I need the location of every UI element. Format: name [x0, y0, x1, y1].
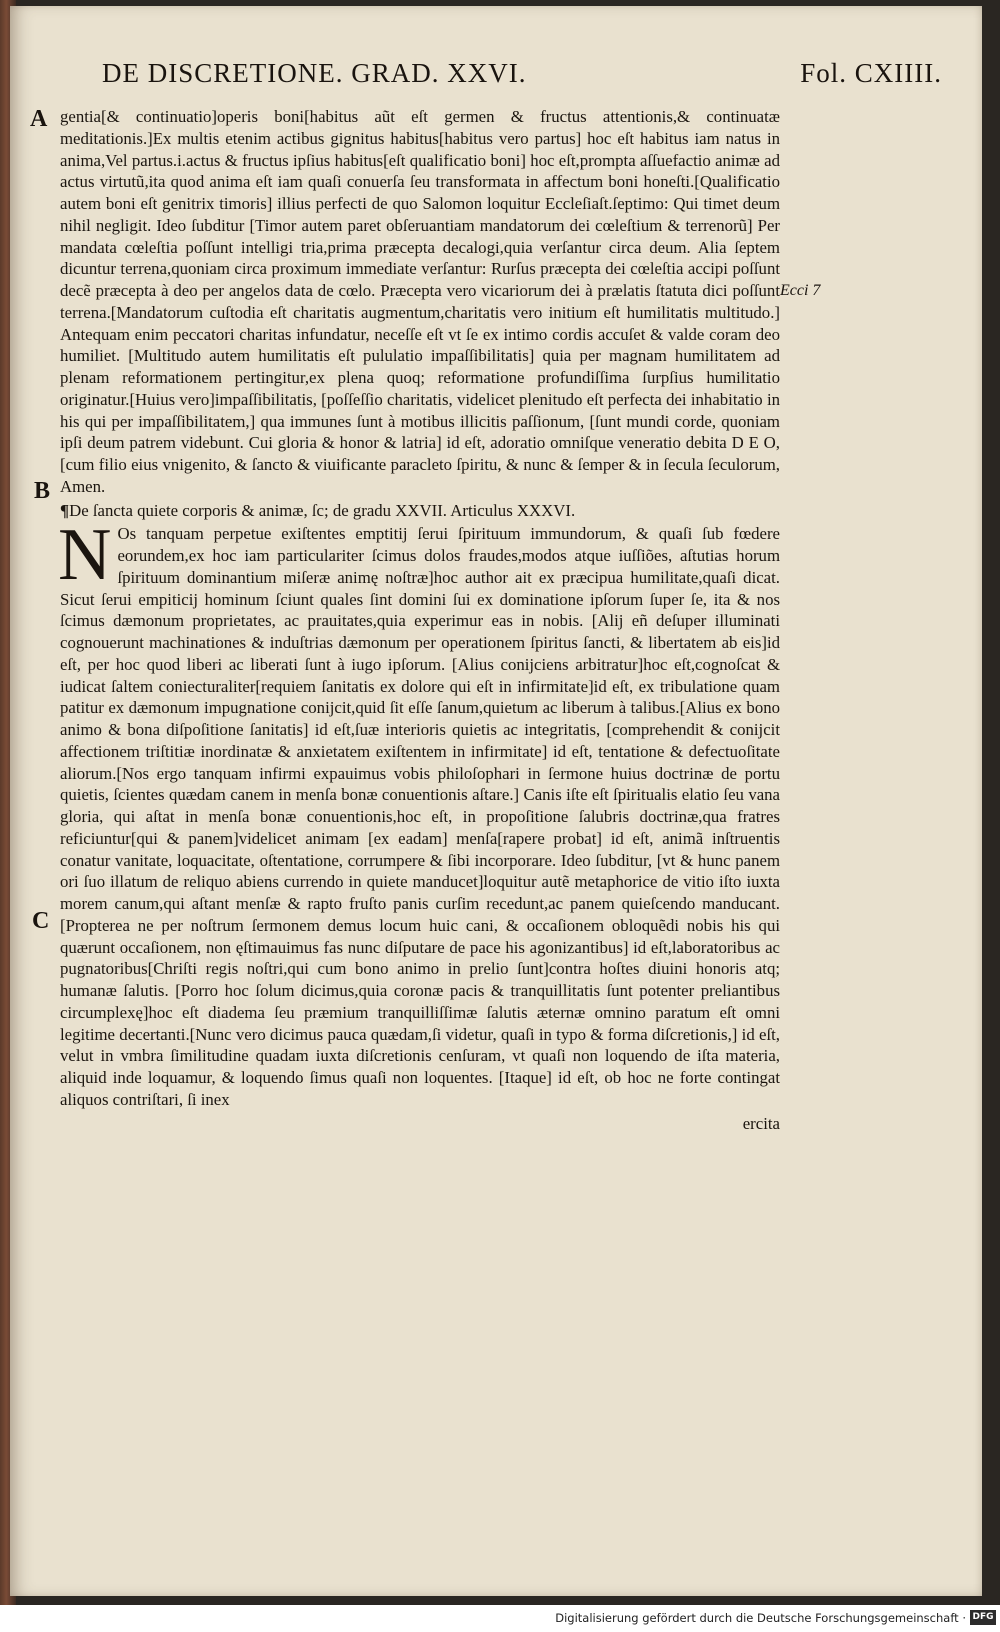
footer-band: [0, 1605, 1000, 1632]
margin-marker-c: C: [32, 908, 50, 934]
running-head: [102, 58, 952, 94]
pilcrow-mark: ¶: [60, 500, 70, 520]
paragraph-continuation: gentia[& continuatio]operis boni[habitus aũt eſt germen & fructus attentionis,& continuatæ meditationis.]Ex multis etenim actibus gignitus habitus[habitus vero partus] hoc eſt habitus iam natus in anima,Vel partus.i.actus & fructus ipſius habitus[eſt qualificatio boni] hoc eſt,prompta aſſuefactio animæ ad actus virtutũ,ita quod anima eſt iam quaſi conuerſa ſeu transformata in affectum boni honeſti.[Qualificatio autem boni eſt genitrix timoris] illius perfecti de quo Salomon loquitur Eccleſiaſt.ſeptimo: Qui timet deum nihil negligit. Ideo ſubditur [Timor autem paret obſeruantiam mandatorum dei cœleſtium & terrenorũ] Per mandata cœleſtia poſſunt intelligi tria,prima præcepta decalogi,quia verſantur circa deum. Alia ſeptem dicuntur terrena,quoniam circa proximum immediate verſantur: Rurſus præcepta dei cœleſtia accipi poſſunt decẽ præcepta à deo per angelos data de cœlo. Præcepta vero vicariorum dei à prælatis ſtatuta dici poſſunt terrena.[Mandatorum cuſtodia eſt charitatis augmentum,charitatis vero initium eſt humilitatis multitudo.] Antequam enim peccatori charitas infundatur, neceſſe eſt vt ſe ex intimo cordis accuſet & valde coram deo humiliet. [Multitudo autem humilitatis eſt pululatio impaſſibilitatis] quia per magnam humilitatem ad plenam reformationem pertingitur,ex plena quoq; reformatione profundiſſima ſurpſius humilitatio originatur.[Huius vero]impaſſibilitatis, [poſſeſſio charitatis, videlicet plenitudo eſt perfecta dei inhabitatio in his qui per impaſſibilitatem,] qua immunes ſunt à motibus illicitis paſſionum, [ſunt mundi corde, quoniam ipſi deum patrem videbunt. Cui gloria & honor & latria] id eſt, adoratio omniſque veneratio debita D E O, [cum filio eius vnigenito, & ſancto & viuificante paracleto ſpiritu, & nunc & ſemper & in ſecula ſeculorum, Amen.: [60, 107, 780, 496]
paragraph-article: [58, 514, 780, 1110]
book-page: [10, 6, 982, 1596]
funding-credit: Digitalisierung gefördert durch die Deutsche Forschungsgemeinschaft ·: [555, 1611, 966, 1625]
catchword-line: [60, 1113, 780, 1135]
section-heading: [60, 500, 780, 522]
margin-marker-b: B: [34, 478, 51, 504]
drop-capital: N: [58, 514, 112, 597]
margin-note-citation: Ecci 7: [780, 282, 821, 299]
dfg-logo: DFG: [970, 1610, 996, 1625]
section-heading-text: De ſancta quiete corporis & animæ, ſc; de gradu XXVII. Articulus XXXVI.: [69, 500, 576, 520]
folio-number: Fol. CXIIII.: [800, 58, 942, 88]
article-text: Os tanquam perpetue exiſtentes emptitij ſerui ſpirituum immundorum, & quaſi ſub fœdere eorundem,ex hoc iam particulariter ſcimus dolos fraudes,modos atque iuſſiões, aſtutias horum ſpirituum dominantium miſeræ animę noſtræ]hoc author ait ex præcipua humilitate,quaſi dicat. Sicut ſerui empiticij hominum ſciunt quales ſint domini ſui ex dominatione ipſorum ſuper ſe, ita & nos ſcimus dæmonum proprietates, ac prauitates,quia experimur eas in nobis. [Alij eñ deſuper illuminati cognouerunt machinationes & induſtrias dæmonum per operationem ſpiritus ſancti, & libertatem ab eis]id eſt, per hoc quod liberi ac liberati ſunt à iugo ipſorum. [Alius conijciens arbitratur]hoc eſt,cognoſcat & iudicat ſaltem coniecturaliter[requiem ſanitatis ex dolore qui eſt in infirmitate]id eſt, ex tribulatione quam patitur ex dæmonum impugnatione conijcit,quid ſit eſſe ſanum,quietum ac liberum à talibus.[Alius ex bono animo & bona diſpoſitione ſanitatis] id eſt,ſuæ interioris quietis ac integritatis, [comprehendit & conijcit affectionem triſtitiæ inordinatæ & anxietatem exiſtentem in infirmitate] id eſt, tentatione & defectuoſitate aliorum.[Nos ergo tanquam infirmi expauimus vobis philoſophari in ſermone huius doctrinæ de portu quietis, ſcientes quædam canem in menſa bonæ conuentionis aſtare.] Canis iſte eſt ſpiritualis elatio ſeu vana gloria, qui aſtat in menſa bonæ conuentionis,hoc eſt, in propoſitione ſalubris doctrinæ,qua fratres reficiuntur[qui & panem]videlicet animam [ex eadam] menſa[rapere probat] id eſt, animã inſtruentis conatur vanitate, loquacitate, oſtentatione, corrumpere & ſibi incorporare. Ideo ſubditur, [vt & hunc panem ori ſuo illatum de reliquo abiens currendo in quiete manducet]loquitur autẽ metaphorice de vitio iſto iuxta morem canum,qui aſtant menſæ & rapto fruſto panis curſim recedunt,ac panem quieſcendo manducant. [Propterea ne per noſtrum ſermonem demus locum huic cani, & occaſionem obloquẽdi nobis his qui quærunt occaſionem, non ęſtimauimus fas nunc diſputare de pace his agonizantibus] id eſt,laboratoribus ac pugnatoribus[Chriſti regis noſtri,qui cum bono animo in prelio ſunt]contra hoſtes diuini honoris atq; humanæ ſalutis. [Porro hoc ſolum dicimus,quia coronæ pacis & tranquillitatis ſunt potenter preliantibus circumplexę]hoc eſt diadema ſeu præmium tranquilliſſimæ ſalutis æternæ omnino paratum eſt omni legitime decertanti.[Nunc vero dicimus pauca quædam,ſi videtur, quaſi in typo & forma diſcretionis,] id eſt, velut in vmbra ſimilitudine quadam iuxta diſcretionis cenſuram, vt quaſi non loquendo de iſta materia, aliquid inde loquamur, & loquendo ſimus quaſi non loquentes. [Itaque] id eſt, ob hoc ne forte contingat aliquos contriſtari, ſi inex: [60, 524, 780, 1109]
running-head-title: DE DISCRETIONE. GRAD. XXVI.: [102, 58, 527, 88]
margin-marker-a: A: [30, 106, 48, 132]
catchword: ercita: [742, 1113, 780, 1133]
body-text: [60, 106, 780, 1134]
